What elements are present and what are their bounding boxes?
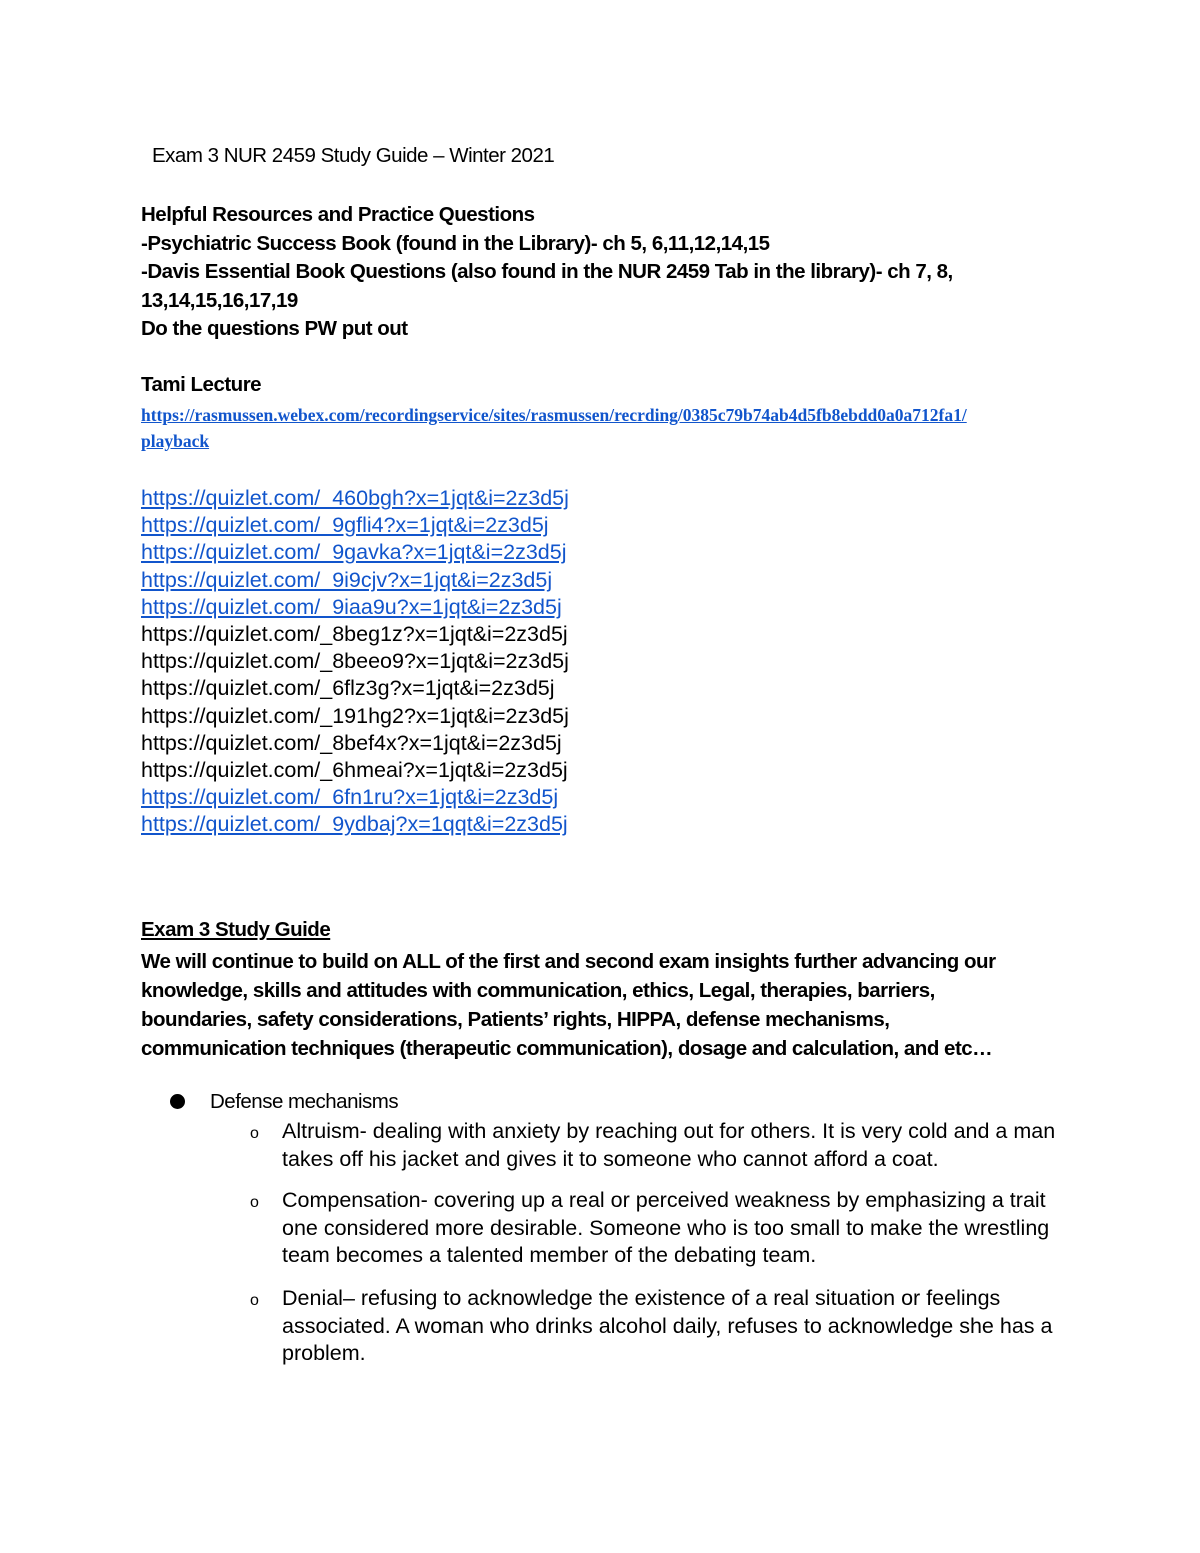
defense-item-denial	[250, 1285, 1070, 1368]
webex-recording-link[interactable]	[141, 402, 1071, 454]
resource-psychiatric-success: -Psychiatric Success Book (found in the Library)- ch 5, 6,11,12,14,15	[141, 231, 770, 255]
quizlet-url-text: https://quizlet.com/_8bef4x?x=1jqt&i=2z3d5j	[141, 730, 562, 755]
quizlet-url-text: https://quizlet.com/_6flz3g?x=1jqt&i=2z3d5j	[141, 676, 555, 701]
resources-heading: Helpful Resources and Practice Questions	[141, 203, 535, 226]
defense-mechanisms-heading: Defense mechanisms	[210, 1090, 399, 1113]
bullet-dot-icon	[170, 1094, 185, 1109]
resource-davis-essential: -Davis Essential Book Questions (also found in the NUR 2459 Tab in the library)- ch 7, 8,	[141, 260, 953, 284]
quizlet-link-list	[141, 485, 569, 839]
webex-link-line-2[interactable]: playback	[141, 431, 210, 451]
study-guide-intro	[141, 947, 1061, 1063]
defense-item-line: takes off his jacket and gives it to someone who cannot afford a coat.	[282, 1146, 939, 1171]
circle-bullet-icon: o	[250, 1194, 259, 1211]
defense-item-line: Compensation- covering up a real or perceived weakness by emphasizing a trait	[282, 1188, 1046, 1212]
defense-item-line: associated. A woman who drinks alcohol daily, refuses to acknowledge she has a	[282, 1313, 1053, 1338]
defense-item-line: one considered more desirable. Someone who is too small to make the wrestling	[282, 1215, 1050, 1240]
defense-item-line: Denial– refusing to acknowledge the existence of a real situation or feelings	[282, 1286, 1001, 1310]
document-title: Exam 3 NUR 2459 Study Guide – Winter 2021	[152, 144, 555, 167]
quizlet-link[interactable]: https://quizlet.com/_9gavka?x=1jqt&i=2z3d5j	[141, 540, 567, 565]
defense-item-compensation	[250, 1187, 1070, 1270]
defense-item-altruism	[250, 1118, 1070, 1173]
defense-mechanisms-bullet	[170, 1090, 398, 1114]
quizlet-url-text: https://quizlet.com/_191hg2?x=1jqt&i=2z3d5j	[141, 703, 569, 728]
quizlet-url-text: https://quizlet.com/_8beeo9?x=1jqt&i=2z3d5j	[141, 649, 569, 674]
study-guide-heading: Exam 3 Study Guide	[141, 918, 331, 941]
intro-line: boundaries, safety considerations, Patients’ rights, HIPPA, defense mechanisms,	[141, 1008, 890, 1031]
intro-line: knowledge, skills and attitudes with communication, ethics, Legal, therapies, barriers,	[141, 979, 935, 1002]
intro-line: communication techniques (therapeutic communication), dosage and calculation, and etc…	[141, 1037, 993, 1060]
quizlet-link[interactable]: https://quizlet.com/_9ydbaj?x=1qqt&i=2z3d5j	[141, 812, 568, 837]
intro-line: We will continue to build on ALL of the first and second exam insights further advancing our	[141, 950, 996, 973]
resource-pw-questions: Do the questions PW put out	[141, 317, 408, 341]
quizlet-link[interactable]: https://quizlet.com/_9i9cjv?x=1jqt&i=2z3d5j	[141, 567, 553, 592]
quizlet-link[interactable]: https://quizlet.com/_9gfli4?x=1jqt&i=2z3d5j	[141, 513, 549, 538]
quizlet-link[interactable]: https://quizlet.com/_460bgh?x=1jqt&i=2z3d5j	[141, 486, 569, 510]
defense-item-line: Altruism- dealing with anxiety by reaching out for others. It is very cold and a man	[282, 1119, 1056, 1143]
webex-link-line-1[interactable]: https://rasmussen.webex.com/recordingservice/sites/rasmussen/recrding/0385c79b74ab4d5fb8ebdd0a0a712fa1/	[141, 405, 967, 425]
quizlet-url-text: https://quizlet.com/_8beg1z?x=1jqt&i=2z3d5j	[141, 622, 568, 647]
resources-section	[141, 201, 1041, 344]
quizlet-url-text: https://quizlet.com/_6hmeai?x=1jqt&i=2z3d5j	[141, 758, 568, 783]
quizlet-link[interactable]: https://quizlet.com/_6fn1ru?x=1jqt&i=2z3d5j	[141, 785, 559, 810]
circle-bullet-icon: o	[250, 1292, 259, 1309]
quizlet-link[interactable]: https://quizlet.com/_9iaa9u?x=1jqt&i=2z3d5j	[141, 594, 562, 619]
defense-item-line: problem.	[282, 1341, 366, 1365]
resource-davis-chapters: 13,14,15,16,17,19	[141, 288, 298, 312]
lecture-title: Tami Lecture	[141, 373, 262, 396]
circle-bullet-icon: o	[250, 1125, 259, 1142]
defense-item-line: team becomes a talented member of the debating team.	[282, 1243, 817, 1267]
